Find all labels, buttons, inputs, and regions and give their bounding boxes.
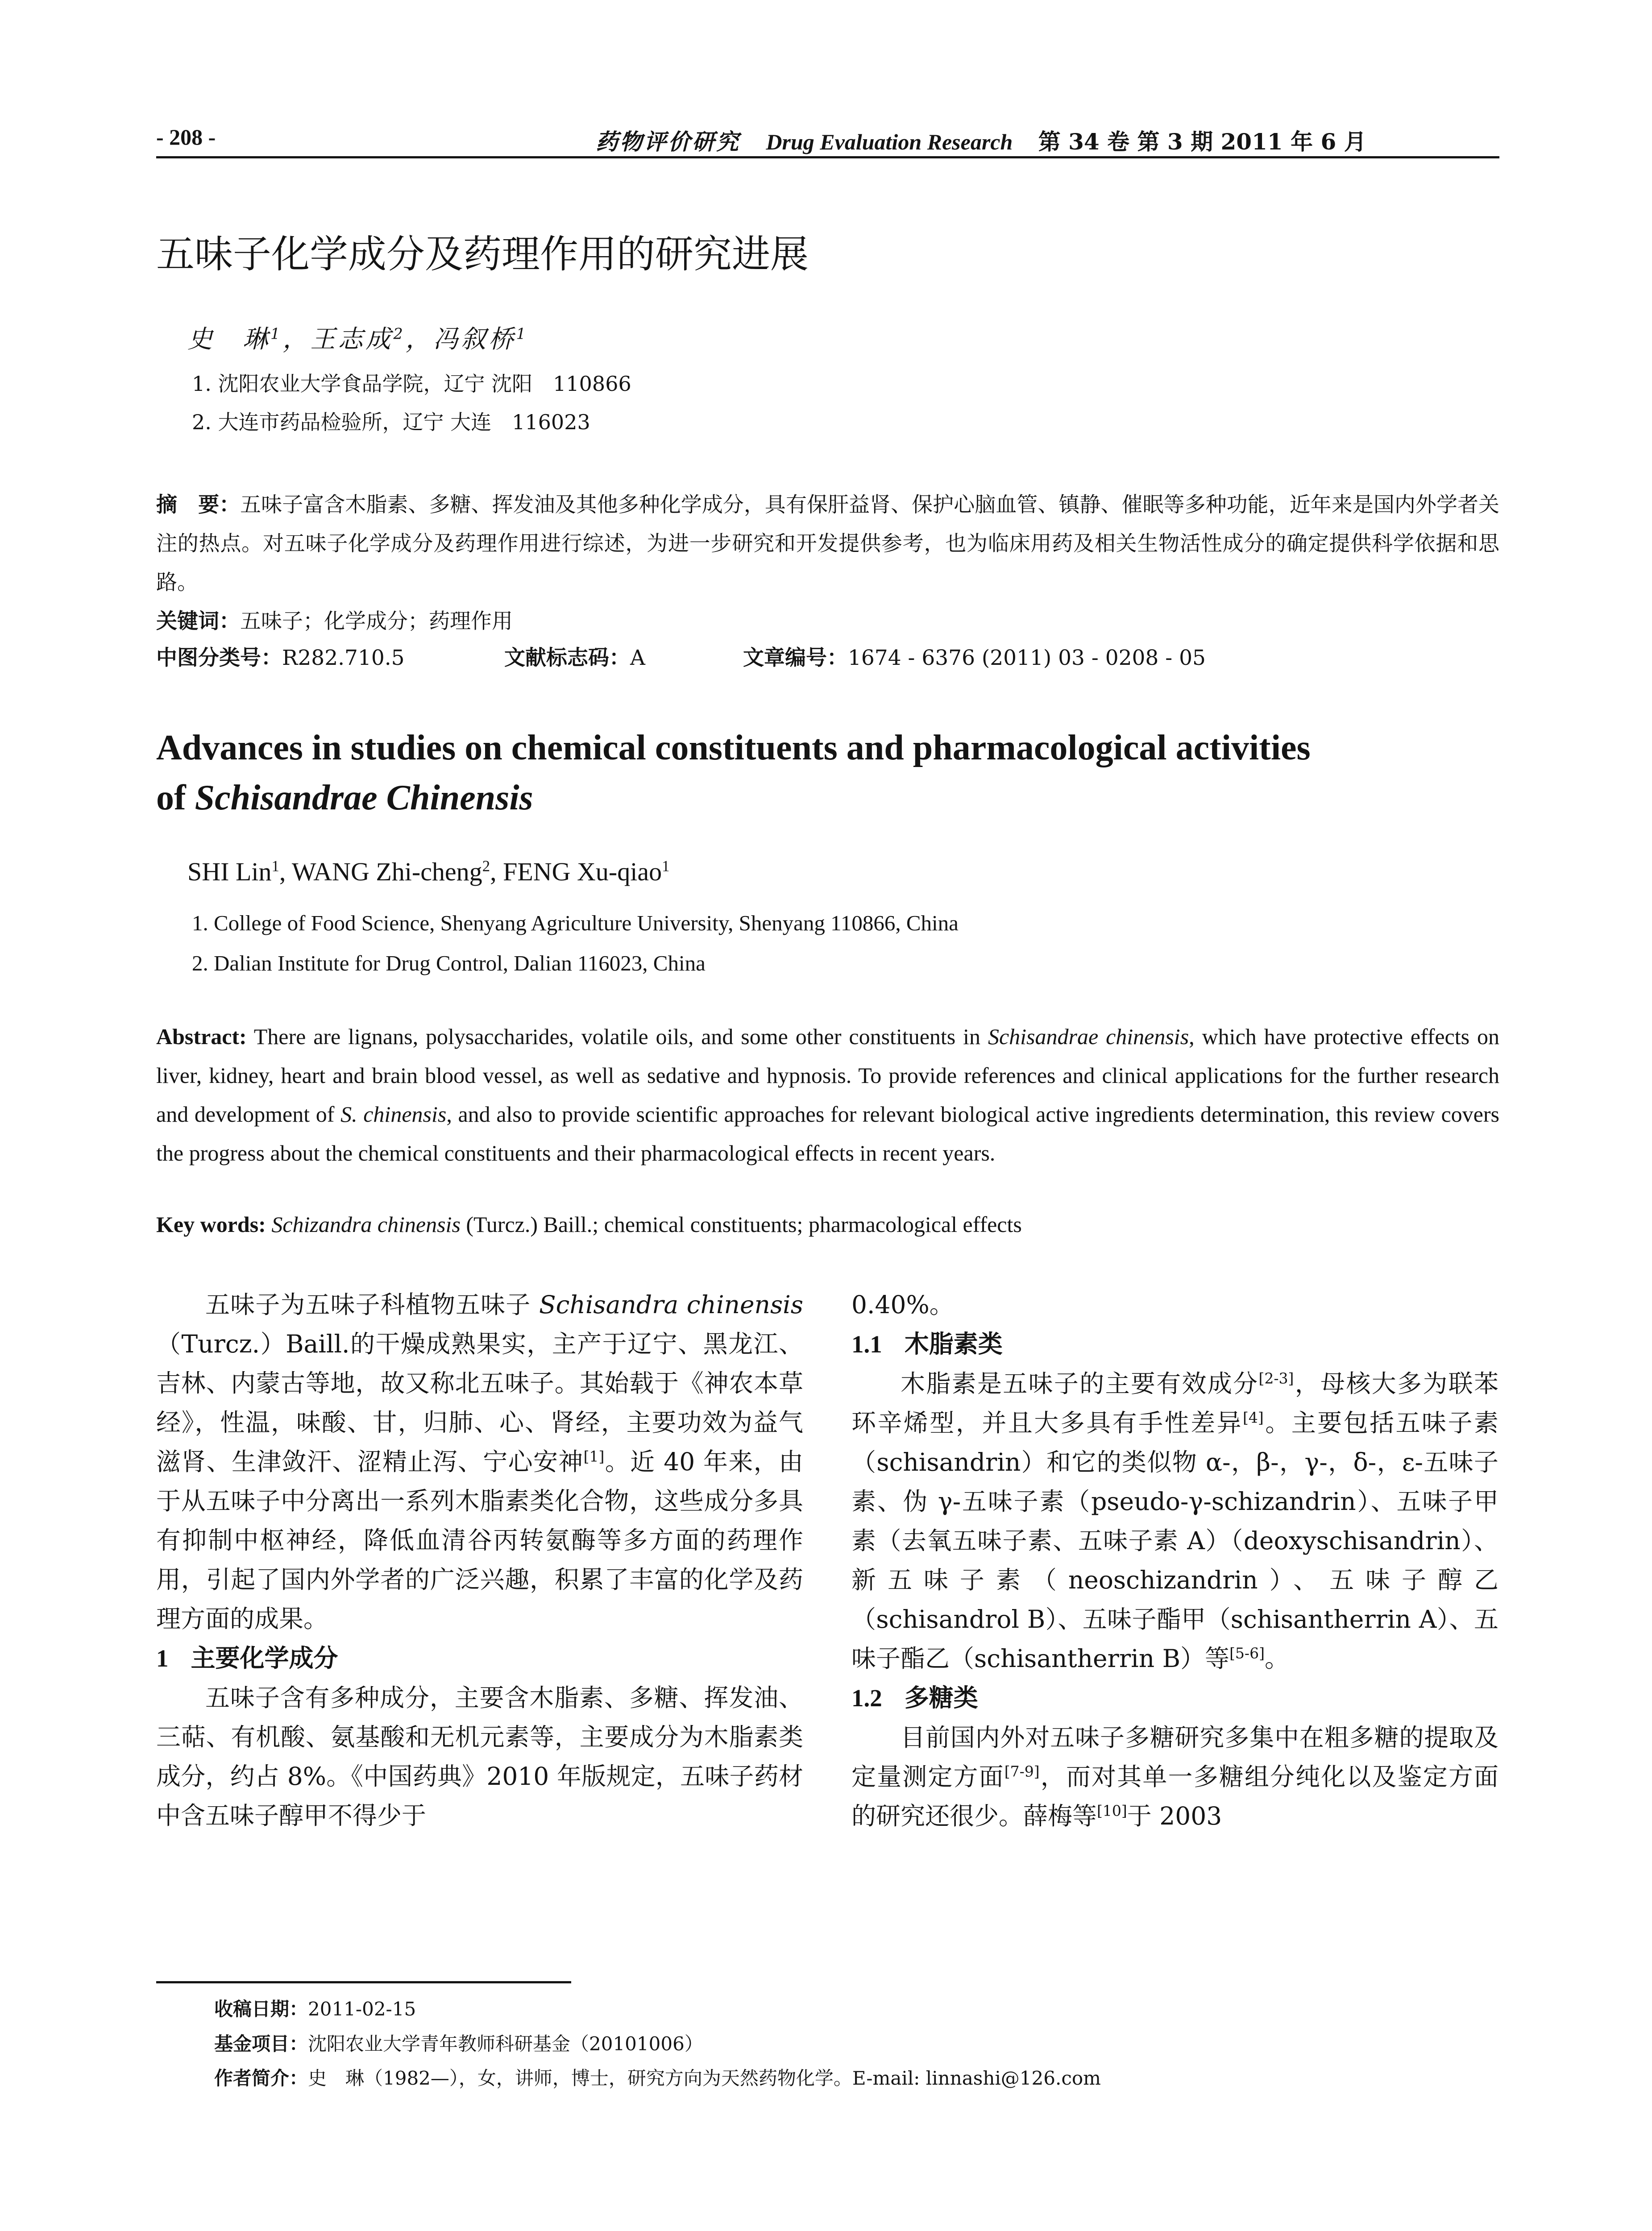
doc-code-label: 文献标志码： <box>504 646 630 670</box>
body-column-right <box>851 1285 1498 1836</box>
body-text: 。 <box>1264 1644 1289 1673</box>
english-title <box>156 723 1517 823</box>
author-affil-mark: 1 <box>271 857 279 875</box>
chinese-keywords <box>156 602 1499 641</box>
body-text: 。近 40 年来，由于从五味子中分离出一系列木脂素类化合物，这些成分多具有抑制中枢神经，降低血清谷丙转氨酶等多方面的药理作用，引起了国内外学者的广泛兴趣，积累了丰富的化学及药理方面的成果。 <box>156 1447 803 1633</box>
citation: [2-3] <box>1258 1369 1294 1387</box>
english-abstract <box>156 1017 1499 1173</box>
abstract-text: There are lignans, polysaccharides, volatile oils, and some other constituents in <box>246 1024 988 1049</box>
author-affil-mark: 1 <box>516 325 529 343</box>
footnote-fund <box>214 2029 703 2056</box>
section-1-2-paragraph <box>851 1718 1498 1836</box>
footnote-text: 史 琳（1982—），女，讲师，博士，研究方向为天然药物化学。E-mail: linnashi@126.com <box>308 2067 1101 2089</box>
footnote-text: 沈阳农业大学青年教师科研基金（20101006） <box>308 2033 703 2055</box>
body-text: ，母核大多为联苯环辛烯型，并且大多具有手性差异 <box>851 1369 1498 1437</box>
author-name: 冯叙桥 <box>433 325 516 354</box>
abstract-text: 五味子富含木脂素、多糖、挥发油及其他多种化学成分，具有保肝益肾、保护心脑血管、镇静、催眠等多种功能，近年来是国内外学者关注的热点。对五味子化学成分及药理作用进行综述，为进一步研究和开发提供参考，也为临床用药及相关生物活性成分的确定提供科学依据和思路。 <box>156 493 1500 595</box>
body-text: 于 2003 <box>1127 1802 1222 1830</box>
footnote-divider <box>156 1981 571 1983</box>
section-title: 主要化学成分 <box>191 1644 338 1672</box>
section-1-paragraph-continued: 0.40%。 <box>851 1290 954 1319</box>
body-text: 五味子为五味子科植物五味子 <box>205 1290 539 1319</box>
english-abstract-label: Abstract: <box>156 1024 247 1049</box>
chinese-affiliation-1: 1. 沈阳农业大学食品学院，辽宁 沈阳 110866 <box>192 372 631 396</box>
clc-value: R282.710.5 <box>282 646 405 670</box>
footnote-label: 基金项目： <box>214 2033 308 2055</box>
author-name: 史 琳 <box>187 325 270 354</box>
abstract-species: Schisandrae chinensis <box>988 1024 1189 1049</box>
chinese-abstract <box>156 485 1499 602</box>
article-number-label: 文章编号： <box>743 646 848 670</box>
body-text: 目前国内外对五味子多糖研究多集中在粗多糖的提取及定量测定方面 <box>851 1723 1498 1791</box>
section-number: 1.2 <box>851 1684 882 1712</box>
section-title: 木脂素类 <box>904 1330 1003 1358</box>
issue-info: 第 34 卷 第 3 期 2011 年 6 月 <box>1038 129 1366 155</box>
author-affil-mark: 2 <box>393 325 406 343</box>
author-affil-mark: 1 <box>662 857 670 875</box>
english-title-line2 <box>156 773 1517 823</box>
clc-label: 中图分类号： <box>156 646 282 670</box>
chinese-affiliation-2: 2. 大连市药品检验所，辽宁 大连 116023 <box>192 410 590 434</box>
author-separator: ， <box>405 325 433 354</box>
english-title-of: of <box>156 778 195 817</box>
article-number-value: 1674 - 6376 (2011) 03 - 0208 - 05 <box>848 646 1206 670</box>
clc-field <box>156 641 405 671</box>
page-number: - 208 - <box>156 124 216 149</box>
author-affil-mark: 1 <box>270 325 283 343</box>
author-name: 王志成 <box>310 325 394 354</box>
species-name: Schisandra chinensis <box>539 1290 803 1319</box>
body-text: （Turcz.）Baill.的干燥成熟果实，主产于辽宁、黑龙江、吉林、内蒙古等地，故又称北五味子。其始载于《神农本草经》，性温，味酸、甘，归肺、心、肾经，主要功效为益气滋肾、生津敛汗、涩精止泻、宁心安神 <box>156 1330 803 1476</box>
author-affil-mark: 2 <box>482 857 490 875</box>
section-1-2-heading <box>851 1678 1498 1718</box>
citation: [1] <box>583 1447 605 1465</box>
doc-code-value: A <box>630 646 645 670</box>
citation: [10] <box>1097 1802 1127 1820</box>
english-title-line1: Advances in studies on chemical constituents and pharmacological activities <box>156 728 1311 767</box>
section-title: 多糖类 <box>904 1684 978 1712</box>
keywords-label: 关键词： <box>156 609 240 634</box>
doc-code-field <box>504 641 645 671</box>
journal-logo-cn: 药物评价研究 <box>596 129 740 155</box>
body-text: 。主要包括五味子素（schisandrin）和它的类似物 α-，β-，γ-，δ-，ε-五味子素、伪 γ-五味子素（pseudo-γ-schizandrin）、五味子甲素（去氧五味子素、五味子素 A）（deoxyschisandrin）、新五味子素（neoschizandrin）、五味子醇乙（schisandrol B）、五味子酯甲（schisantherrin A）、五味子酯乙（schisantherrin B）等 <box>851 1409 1498 1673</box>
article-number-field <box>743 641 1206 671</box>
english-affiliation-1: 1. College of Food Science, Shenyang Agriculture University, Shenyang 110866, China <box>192 911 959 935</box>
english-affiliation-2: 2. Dalian Institute for Drug Control, Dalian 116023, China <box>192 951 706 975</box>
citation: [7-9] <box>1004 1762 1040 1780</box>
section-1-1-paragraph <box>851 1364 1498 1678</box>
footnote-received <box>214 1995 416 2021</box>
english-keywords <box>156 1211 1022 1237</box>
footnote-text: 2011-02-15 <box>308 1998 416 2020</box>
author-name: SHI Lin <box>187 857 272 886</box>
section-1-paragraph: 五味子含有多种成分，主要含木脂素、多糖、挥发油、三萜、有机酸、氨基酸和无机元素等，主要成分为木脂素类成分，约占 8%。《中国药典》2010 年版规定，五味子药材中含五味子醇甲不得少于 <box>156 1684 803 1830</box>
section-number: 1 <box>156 1645 169 1672</box>
abstract-text: , and also to provide scientific approaches for relevant biological active ingredients determination, this review covers the progress about the chemical constituents and their pharmacological effects in recent years. <box>156 1102 1499 1165</box>
body-text: ，而对其单一多糖组分纯化以及鉴定方面的研究还很少。薛梅等 <box>851 1762 1498 1830</box>
footnote-author <box>214 2064 1101 2090</box>
section-number: 1.1 <box>851 1331 882 1358</box>
english-title-species: Schisandrae Chinensis <box>195 778 533 817</box>
body-column-left <box>156 1285 803 1835</box>
english-authors: SHI Lin$^1$, WANG Zhi-cheng$^2$, FENG Xu-qiao$^1$ <box>187 857 670 886</box>
abstract-text: , which have protective effects on liver, kidney, heart and brain blood vessel, as well as sedative and hypnosis. To provide references and clinical applications for the further research and development of <box>156 1024 1499 1127</box>
citation: [4] <box>1243 1409 1264 1427</box>
footnote-label: 作者简介： <box>214 2067 308 2089</box>
intro-paragraph <box>156 1285 803 1638</box>
author-name: WANG Zhi-cheng <box>291 857 482 886</box>
running-header <box>156 120 1499 158</box>
keywords-species: Schizandra chinensis <box>271 1212 461 1237</box>
chinese-title: 五味子化学成分及药理作用的研究进展 <box>156 232 809 277</box>
keywords-text: (Turcz.) Baill.; chemical constituents; pharmacological effects <box>460 1212 1022 1237</box>
abstract-species: S. chinensis <box>340 1102 447 1127</box>
chinese-authors <box>187 319 528 355</box>
keywords-text: 五味子；化学成分；药理作用 <box>240 609 513 634</box>
body-text: 木脂素是五味子的主要有效成分 <box>901 1369 1259 1398</box>
section-1-1-heading <box>851 1324 1498 1364</box>
citation: [5-6] <box>1229 1644 1265 1662</box>
author-name: FENG Xu-qiao <box>503 857 662 886</box>
journal-name-en: Drug Evaluation Research <box>766 129 1013 154</box>
abstract-label: 摘 要： <box>156 493 241 517</box>
footnote-label: 收稿日期： <box>214 1998 308 2020</box>
english-keywords-label: Key words: <box>156 1212 266 1237</box>
journal-info <box>596 124 1366 156</box>
author-separator: ， <box>282 325 311 354</box>
section-1-heading <box>156 1638 803 1678</box>
